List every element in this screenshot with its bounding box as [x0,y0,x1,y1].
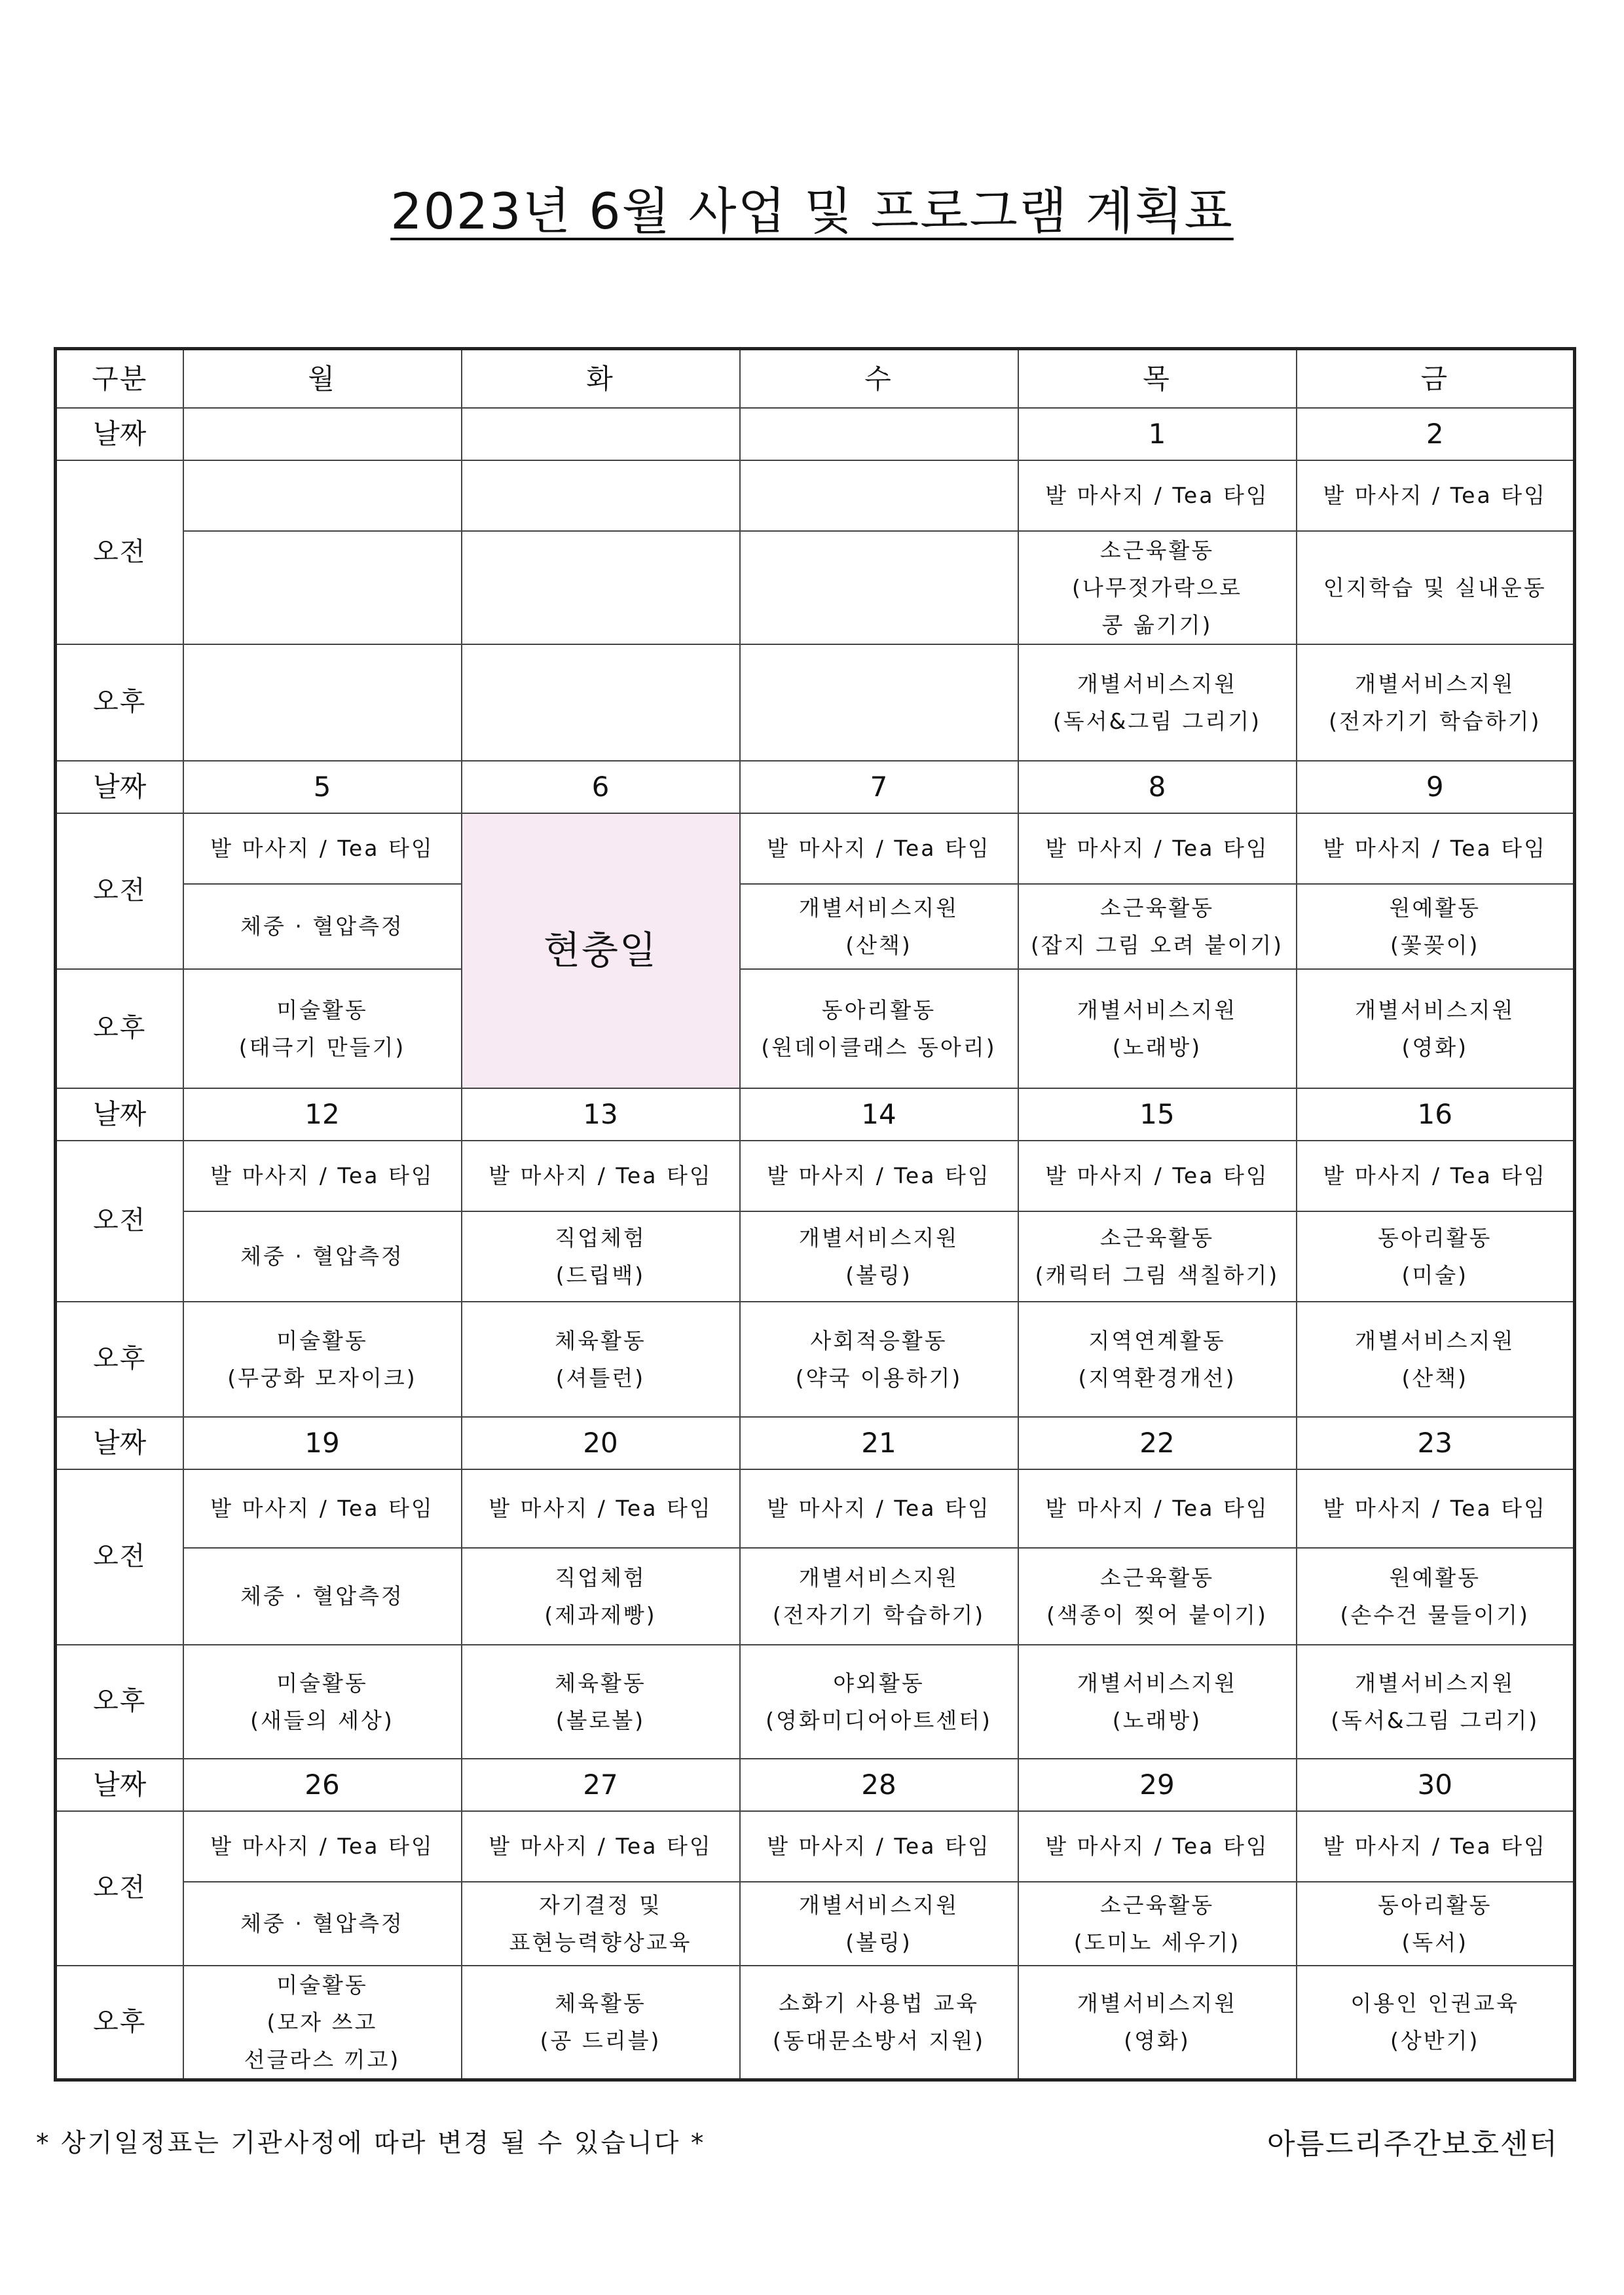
program-cell: 발 마사지 / Tea 타임 [1297,1469,1575,1548]
date-label: 날짜 [56,1088,183,1141]
afternoon-row [56,1966,1575,2080]
program-cell: 개별서비스지원 (전자기기 학습하기) [1297,644,1575,761]
morning-row-1 [56,1469,1575,1548]
date-cell: 22 [1018,1417,1297,1469]
date-cell: 6 [462,761,740,813]
document-title: 2023년 6월 사업 및 프로그램 계획표 [390,182,1234,240]
program-cell: 미술활동 (모자 쓰고 선글라스 끼고) [183,1966,462,2080]
program-cell: 발 마사지 / Tea 타임 [183,1469,462,1548]
program-cell: 소근육활동 (캐릭터 그림 색칠하기) [1018,1211,1297,1302]
program-cell: 소근육활동 (나무젓가락으로 콩 옮기기) [1018,531,1297,644]
program-cell: 체육활동 (볼로볼) [462,1645,740,1759]
date-cell: 12 [183,1088,462,1141]
date-cell: 1 [1018,408,1297,460]
header-day-thu: 목 [1018,349,1297,408]
holiday-cell: 현충일 [462,813,740,1088]
program-cell: 자기결정 및 표현능력향상교육 [462,1882,740,1966]
morning-row-2 [56,1211,1575,1302]
program-cell: 발 마사지 / Tea 타임 [1297,1141,1575,1211]
date-label: 날짜 [56,408,183,460]
program-cell: 야외활동 (영화미디어아트센터) [740,1645,1018,1759]
program-cell: 발 마사지 / Tea 타임 [740,813,1018,884]
date-cell: 15 [1018,1088,1297,1141]
program-cell: 발 마사지 / Tea 타임 [740,1811,1018,1882]
program-cell: 발 마사지 / Tea 타임 [183,813,462,884]
program-cell: 개별서비스지원 (볼링) [740,1211,1018,1302]
program-cell: 발 마사지 / Tea 타임 [462,1811,740,1882]
program-cell: 체중 · 혈압측정 [183,1882,462,1966]
program-cell: 이용인 인권교육 (상반기) [1297,1966,1575,2080]
header-row [56,349,1575,408]
date-row [56,1759,1575,1811]
program-cell: 소근육활동 (도미노 세우기) [1018,1882,1297,1966]
date-cell: 30 [1297,1759,1575,1811]
morning-row-1 [56,1141,1575,1211]
program-cell: 소화기 사용법 교육 (동대문소방서 지원) [740,1966,1018,2080]
date-label: 날짜 [56,761,183,813]
footer-note: * 상기일정표는 기관사정에 따라 변경 될 수 있습니다 * [36,2129,706,2158]
date-cell [740,408,1018,460]
date-cell: 2 [1297,408,1575,460]
date-cell [462,408,740,460]
program-cell: 체중 · 혈압측정 [183,1211,462,1302]
program-cell: 개별서비스지원 (독서&그림 그리기) [1297,1645,1575,1759]
program-cell: 발 마사지 / Tea 타임 [1018,1811,1297,1882]
program-cell: 발 마사지 / Tea 타임 [740,1469,1018,1548]
morning-row-1 [56,460,1575,531]
program-cell [183,531,462,644]
program-cell: 소근육활동 (색종이 찢어 붙이기) [1018,1548,1297,1645]
program-cell [740,644,1018,761]
program-cell: 발 마사지 / Tea 타임 [183,1141,462,1211]
program-cell: 발 마사지 / Tea 타임 [740,1141,1018,1211]
morning-row-2 [56,531,1575,644]
morning-row-2 [56,1882,1575,1966]
program-cell: 발 마사지 / Tea 타임 [1297,460,1575,531]
program-cell: 체중 · 혈압측정 [183,884,462,969]
date-cell: 14 [740,1088,1018,1141]
date-label: 날짜 [56,1417,183,1469]
program-cell: 발 마사지 / Tea 타임 [1018,813,1297,884]
afternoon-label: 오후 [56,1302,183,1417]
afternoon-label: 오후 [56,644,183,761]
morning-label: 오전 [56,813,183,969]
program-cell: 개별서비스지원 (노래방) [1018,969,1297,1088]
document-title-wrap [0,172,1624,243]
program-cell: 사회적응활동 (약국 이용하기) [740,1302,1018,1417]
date-cell: 19 [183,1417,462,1469]
program-cell: 개별서비스지원 (영화) [1297,969,1575,1088]
program-cell: 발 마사지 / Tea 타임 [462,1141,740,1211]
schedule-body [56,349,1575,2080]
header-day-wed: 수 [740,349,1018,408]
program-cell: 개별서비스지원 (산책) [1297,1302,1575,1417]
header-category: 구분 [56,349,183,408]
date-cell: 21 [740,1417,1018,1469]
program-cell: 발 마사지 / Tea 타임 [1018,1469,1297,1548]
date-cell: 8 [1018,761,1297,813]
date-cell: 28 [740,1759,1018,1811]
organization-name: 아름드리주간보호센터 [1266,2127,1559,2161]
date-label: 날짜 [56,1759,183,1811]
header-day-mon: 월 [183,349,462,408]
date-row [56,408,1575,460]
header-day-tue: 화 [462,349,740,408]
morning-row-2 [56,1548,1575,1645]
program-cell [740,460,1018,531]
program-cell: 체육활동 (공 드리블) [462,1966,740,2080]
program-cell [462,644,740,761]
program-cell: 원예활동 (꽃꽂이) [1297,884,1575,969]
morning-label: 오전 [56,460,183,644]
program-cell: 발 마사지 / Tea 타임 [462,1469,740,1548]
program-cell: 동아리활동 (독서) [1297,1882,1575,1966]
program-cell: 개별서비스지원 (볼링) [740,1882,1018,1966]
morning-row-1 [56,1811,1575,1882]
program-cell: 체육활동 (셔틀런) [462,1302,740,1417]
date-cell: 29 [1018,1759,1297,1811]
program-cell: 개별서비스지원 (산책) [740,884,1018,969]
program-cell: 원예활동 (손수건 물들이기) [1297,1548,1575,1645]
afternoon-label: 오후 [56,969,183,1088]
afternoon-row [56,1302,1575,1417]
date-cell: 27 [462,1759,740,1811]
program-cell: 동아리활동 (미술) [1297,1211,1575,1302]
afternoon-label: 오후 [56,1645,183,1759]
program-cell: 소근육활동 (잡지 그림 오려 붙이기) [1018,884,1297,969]
morning-row-1 [56,813,1575,884]
schedule-table [54,347,1576,2082]
program-cell: 발 마사지 / Tea 타임 [1297,1811,1575,1882]
program-cell: 개별서비스지원 (영화) [1018,1966,1297,2080]
afternoon-row [56,1645,1575,1759]
date-row [56,761,1575,813]
date-row [56,1417,1575,1469]
program-cell: 지역연계활동 (지역환경개선) [1018,1302,1297,1417]
date-cell: 5 [183,761,462,813]
program-cell: 미술활동 (무궁화 모자이크) [183,1302,462,1417]
date-cell: 26 [183,1759,462,1811]
morning-label: 오전 [56,1141,183,1302]
program-cell: 미술활동 (태극기 만들기) [183,969,462,1088]
date-cell: 13 [462,1088,740,1141]
morning-label: 오전 [56,1469,183,1645]
program-cell: 개별서비스지원 (노래방) [1018,1645,1297,1759]
date-row [56,1088,1575,1141]
date-cell [183,408,462,460]
program-cell: 발 마사지 / Tea 타임 [1297,813,1575,884]
date-cell: 20 [462,1417,740,1469]
date-cell: 23 [1297,1417,1575,1469]
program-cell: 직업체험 (드립백) [462,1211,740,1302]
program-cell: 직업체험 (제과제빵) [462,1548,740,1645]
afternoon-row [56,644,1575,761]
program-cell: 개별서비스지원 (독서&그림 그리기) [1018,644,1297,761]
date-cell: 7 [740,761,1018,813]
header-day-fri: 금 [1297,349,1575,408]
program-cell: 동아리활동 (원데이클래스 동아리) [740,969,1018,1088]
program-cell: 체중 · 혈압측정 [183,1548,462,1645]
program-cell: 발 마사지 / Tea 타임 [1018,1141,1297,1211]
morning-label: 오전 [56,1811,183,1966]
afternoon-row [56,969,1575,1088]
program-cell [462,531,740,644]
program-cell [183,460,462,531]
program-cell [740,531,1018,644]
date-cell: 16 [1297,1088,1575,1141]
program-cell: 발 마사지 / Tea 타임 [183,1811,462,1882]
program-cell [183,644,462,761]
morning-row-2 [56,884,1575,969]
program-cell: 발 마사지 / Tea 타임 [1018,460,1297,531]
afternoon-label: 오후 [56,1966,183,2080]
program-cell: 미술활동 (새들의 세상) [183,1645,462,1759]
date-cell: 9 [1297,761,1575,813]
program-cell [462,460,740,531]
program-cell: 개별서비스지원 (전자기기 학습하기) [740,1548,1018,1645]
program-cell: 인지학습 및 실내운동 [1297,531,1575,644]
